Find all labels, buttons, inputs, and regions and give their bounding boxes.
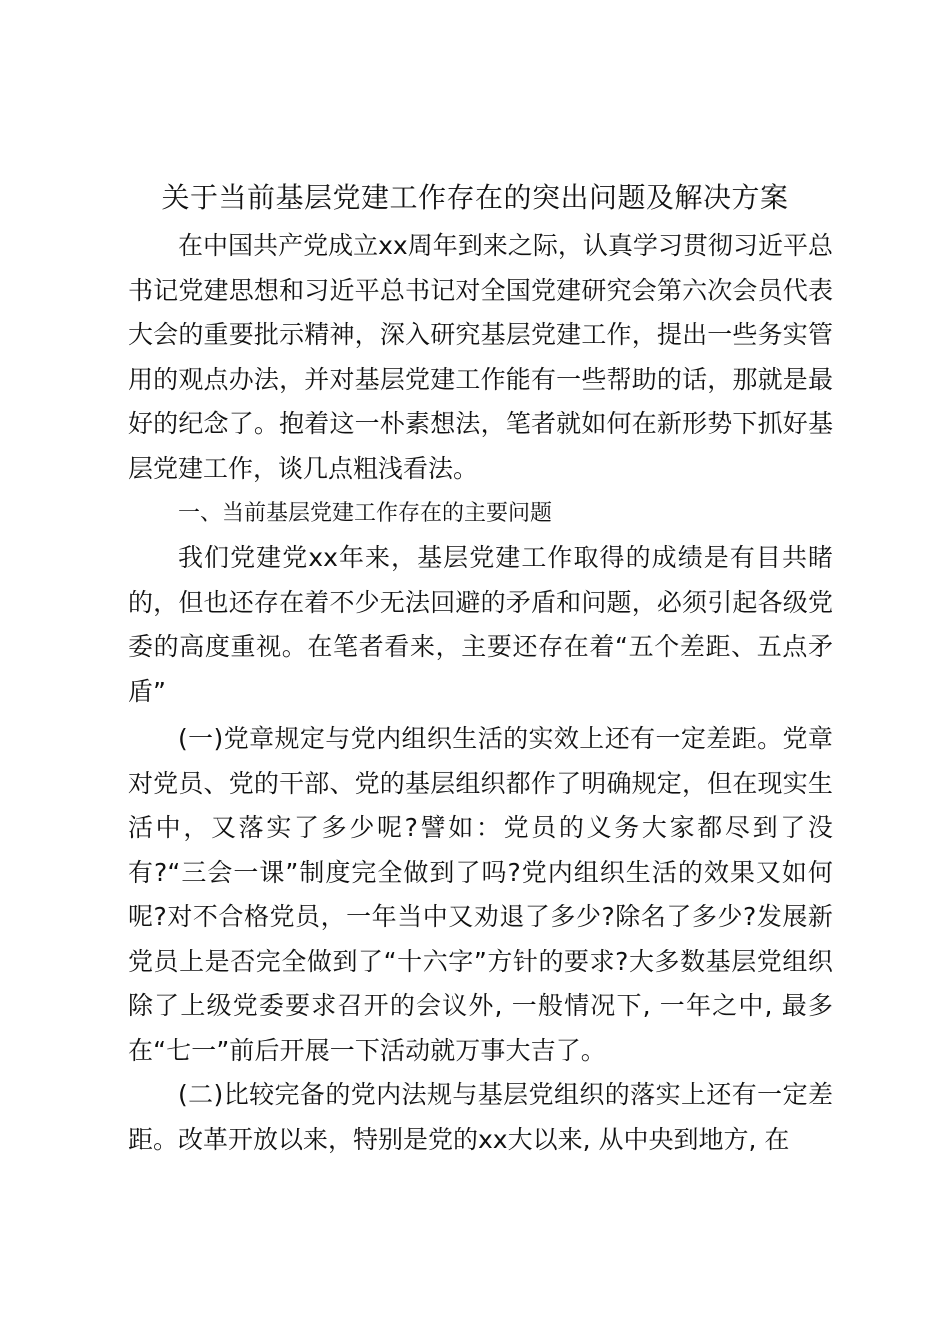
document-title: 关于当前基层党建工作存在的突出问题及解决方案 [161, 181, 789, 214]
point-one-paragraph: (一)党章规定与党内组织生活的实效上还有一定差距。党章对党员、党的干部、党的基层组织都作了明确规定，但在现实生活中，又落实了多少呢?譬如：党员的义务大家都尽到了没有?“三会一课”制度完全做到了吗?党内组织生活的效果又如何呢?对不合格党员，一年当中又劝退了多少?除名了多少?发展新党员上是否完全做到了“十六字”方针的要求?大多数基层党组织除了上级党委要求召开的会议外, 一般情况下, 一年之中, 最多在“七一”前后开展一下活动就万事大吉了。 [128, 724, 833, 1065]
intro-paragraph: 在中国共产党成立xx周年到来之际，认真学习贯彻习近平总书记党建思想和习近平总书记对全国党建研究会第六次会员代表大会的重要批示精神，深入研究基层党建工作，提出一些务实管用的观点办法，并对基层党建工作能有一些帮助的话，那就是最好的纪念了。抱着这一朴素想法，笔者就如何在新形势下抓好基层党建工作，谈几点粗浅看法。 [128, 231, 833, 483]
point-two-paragraph: (二)比较完备的党内法规与基层党组织的落实上还有一定差距。改革开放以来，特别是党的xx大以来, 从中央到地方, 在 [128, 1080, 833, 1154]
section-intro-paragraph: 我们党建党xx年来，基层党建工作取得的成绩是有目共睹的，但也还存在着不少无法回避的矛盾和问题，必须引起各级党委的高度重视。在笔者看来，主要还存在着“五个差距、五点矛盾” [128, 543, 833, 706]
section-heading: 一、当前基层党建工作存在的主要问题 [178, 501, 553, 526]
